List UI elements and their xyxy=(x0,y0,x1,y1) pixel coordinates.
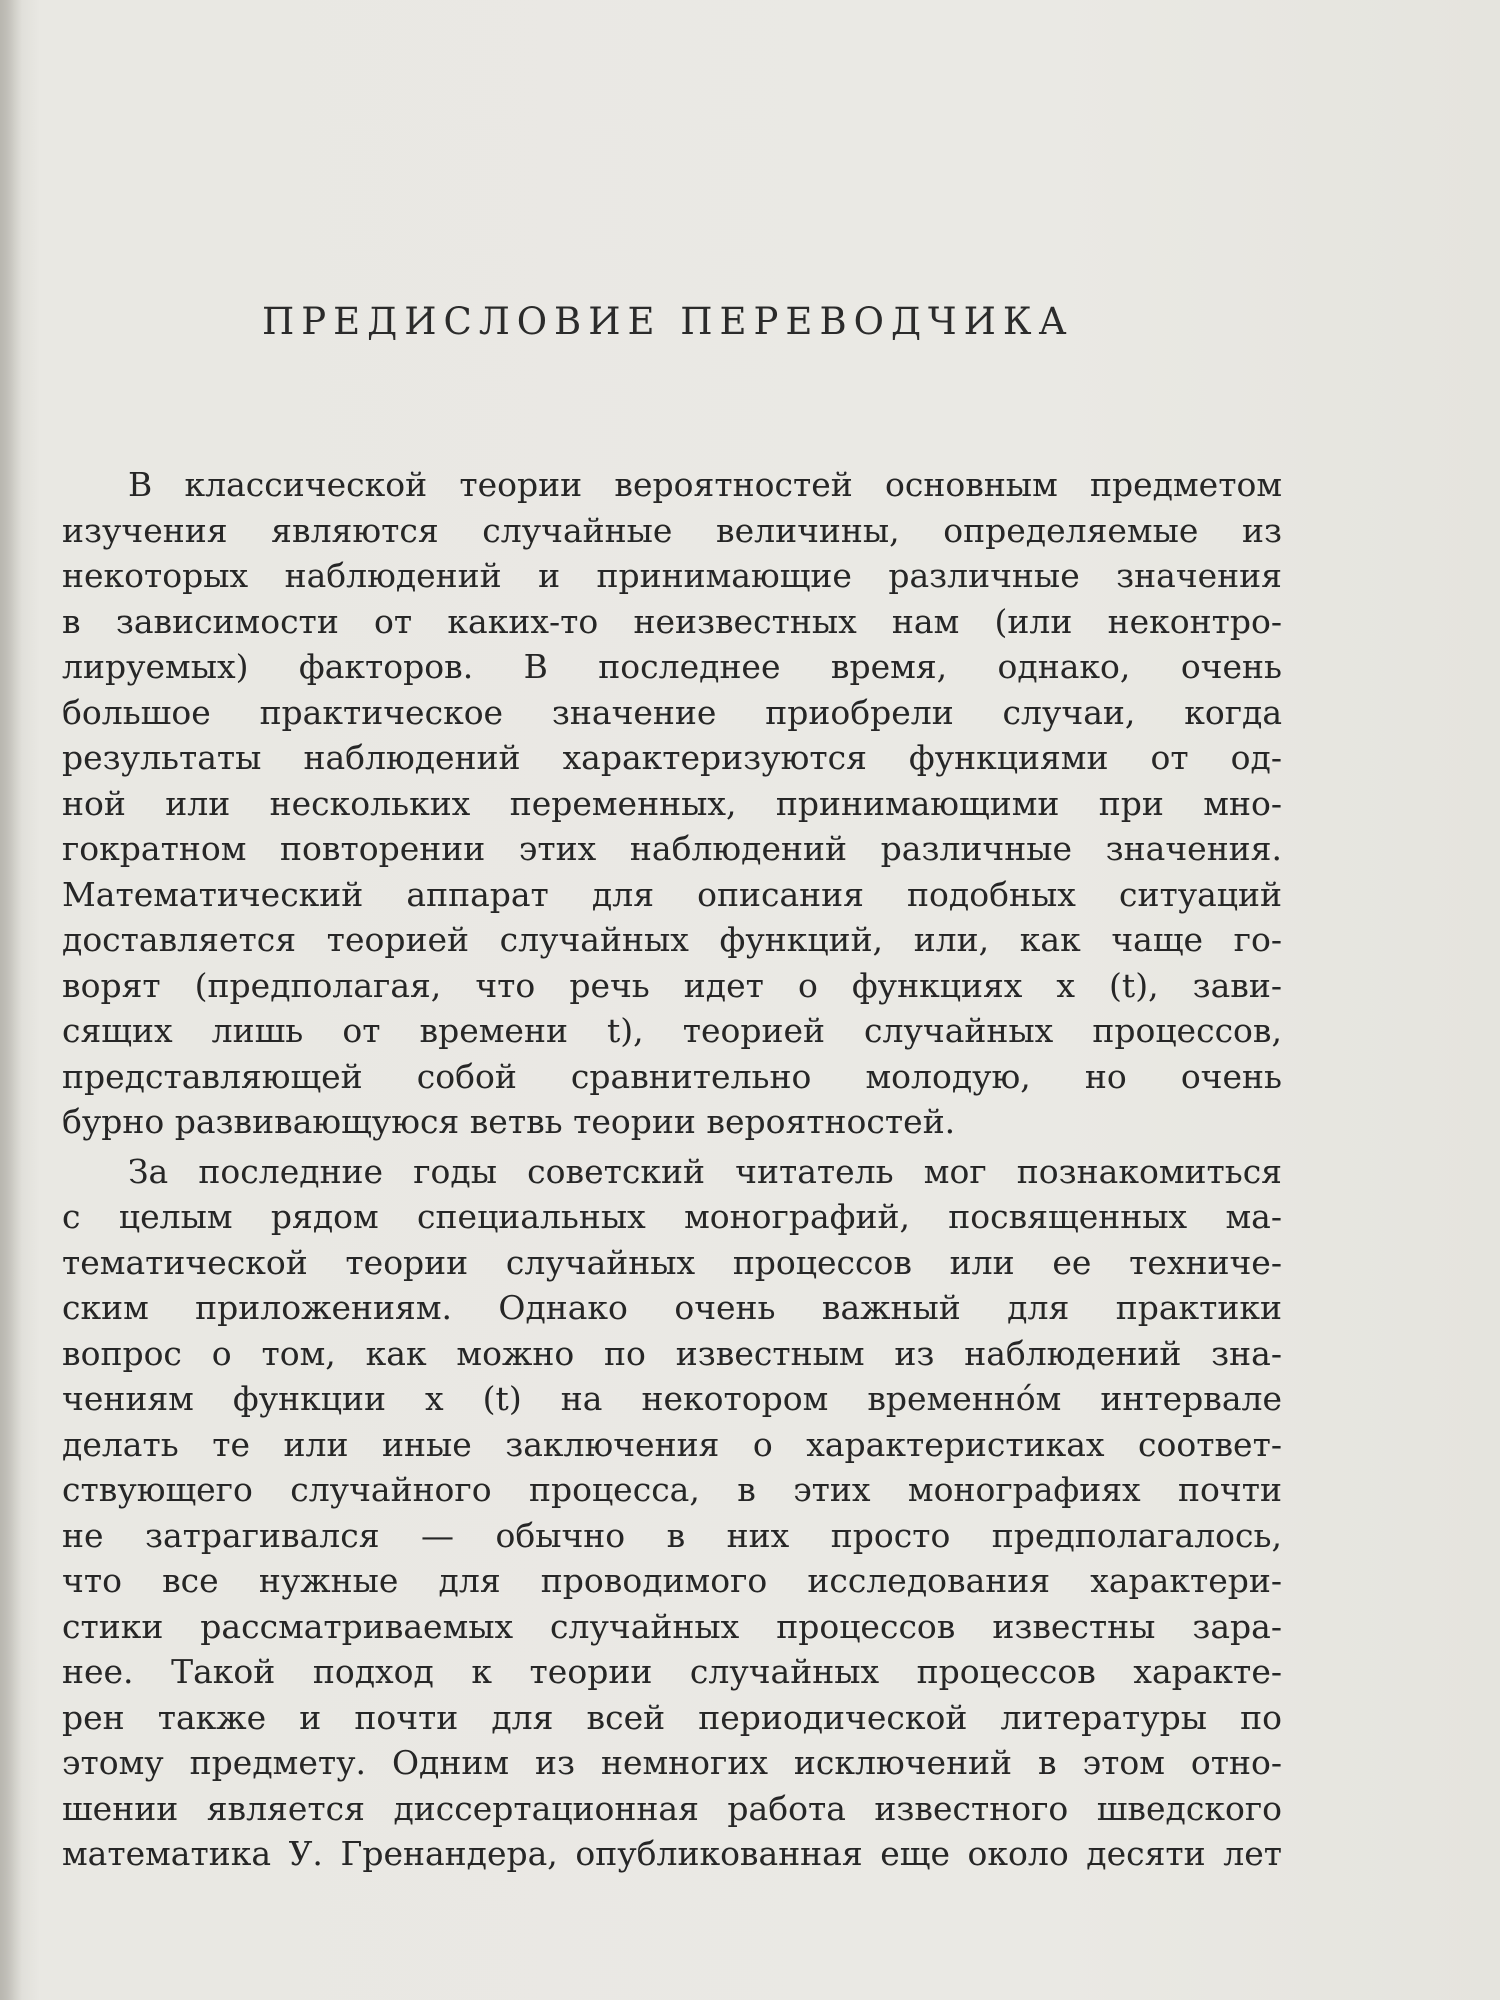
text-line: бурно развивающуюся ветвь теории вероятностей. xyxy=(62,1102,956,1141)
text-line: изучения являются случайные величины, определяемые из xyxy=(62,510,1282,550)
text-line: Математический аппарат для описания подобных ситуаций xyxy=(62,874,1282,914)
text-line: ствующего случайного процесса, в этих монографиях почти xyxy=(62,1470,1282,1509)
text-line: не затрагивался — обычно в них просто предполагалось, xyxy=(62,1515,1282,1555)
text-line: результаты наблюдений характеризуются функциями от од- xyxy=(62,738,1282,777)
body-text xyxy=(62,462,1282,1877)
text-line: представляющей собой сравнительно молодую, но очень xyxy=(62,1056,1282,1096)
spine-shadow xyxy=(0,0,22,2000)
text-line: доставляется теорией случайных функций, или, как чаще го- xyxy=(62,920,1282,959)
text-line: шении является диссертационная работа известного шведского xyxy=(62,1788,1282,1828)
text-line: ским приложениям. Однако очень важный для практики xyxy=(62,1288,1282,1327)
text-line: гократном повторении этих наблюдений различные значения. xyxy=(62,829,1282,868)
text-line: этому предмету. Одним из немногих исключений в этом отно- xyxy=(62,1743,1282,1782)
text-line: чениям функции x (t) на некотором временнóм интервале xyxy=(62,1379,1282,1418)
text-line: ворят (предполагая, что речь идет о функциях x (t), зави- xyxy=(62,965,1282,1005)
text-line: ной или нескольких переменных, принимающими при мно- xyxy=(62,783,1282,823)
text-line: лируемых) факторов. В последнее время, однако, очень xyxy=(62,647,1282,686)
text-line: с целым рядом специальных монографий, посвященных ма- xyxy=(62,1197,1282,1236)
text-line: что все нужные для проводимого исследования характери- xyxy=(62,1561,1282,1600)
text-line: рен также и почти для всей периодической литературы по xyxy=(62,1697,1282,1737)
text-line: сящих лишь от времени t), теорией случайных процессов, xyxy=(62,1011,1282,1050)
text-line: в зависимости от каких-то неизвестных нам (или неконтро- xyxy=(62,601,1282,641)
text-line: стики рассматриваемых случайных процессов известны зара- xyxy=(62,1606,1282,1646)
text-line: тематической теории случайных процессов или ее техниче- xyxy=(62,1242,1282,1282)
text-line: некоторых наблюдений и принимающие различные значения xyxy=(62,556,1282,595)
text-line: нее. Такой подход к теории случайных процессов характе- xyxy=(62,1652,1282,1691)
text-line: большое практическое значение приобрели случаи, когда xyxy=(62,692,1282,732)
text-line: делать те или иные заключения о характеристиках соответ- xyxy=(62,1424,1282,1464)
text-line: За последние годы советский читатель мог познакомиться xyxy=(128,1151,1282,1191)
text-line: вопрос о том, как можно по известным из наблюдений зна- xyxy=(62,1333,1282,1373)
page-title: ПРЕДИСЛОВИЕ ПЕРЕВОДЧИКА xyxy=(262,300,1074,343)
text-line: математика У. Гренандера, опубликованная еще около десяти лет xyxy=(62,1834,1282,1873)
text-line: В классической теории вероятностей основным предметом xyxy=(128,465,1282,504)
